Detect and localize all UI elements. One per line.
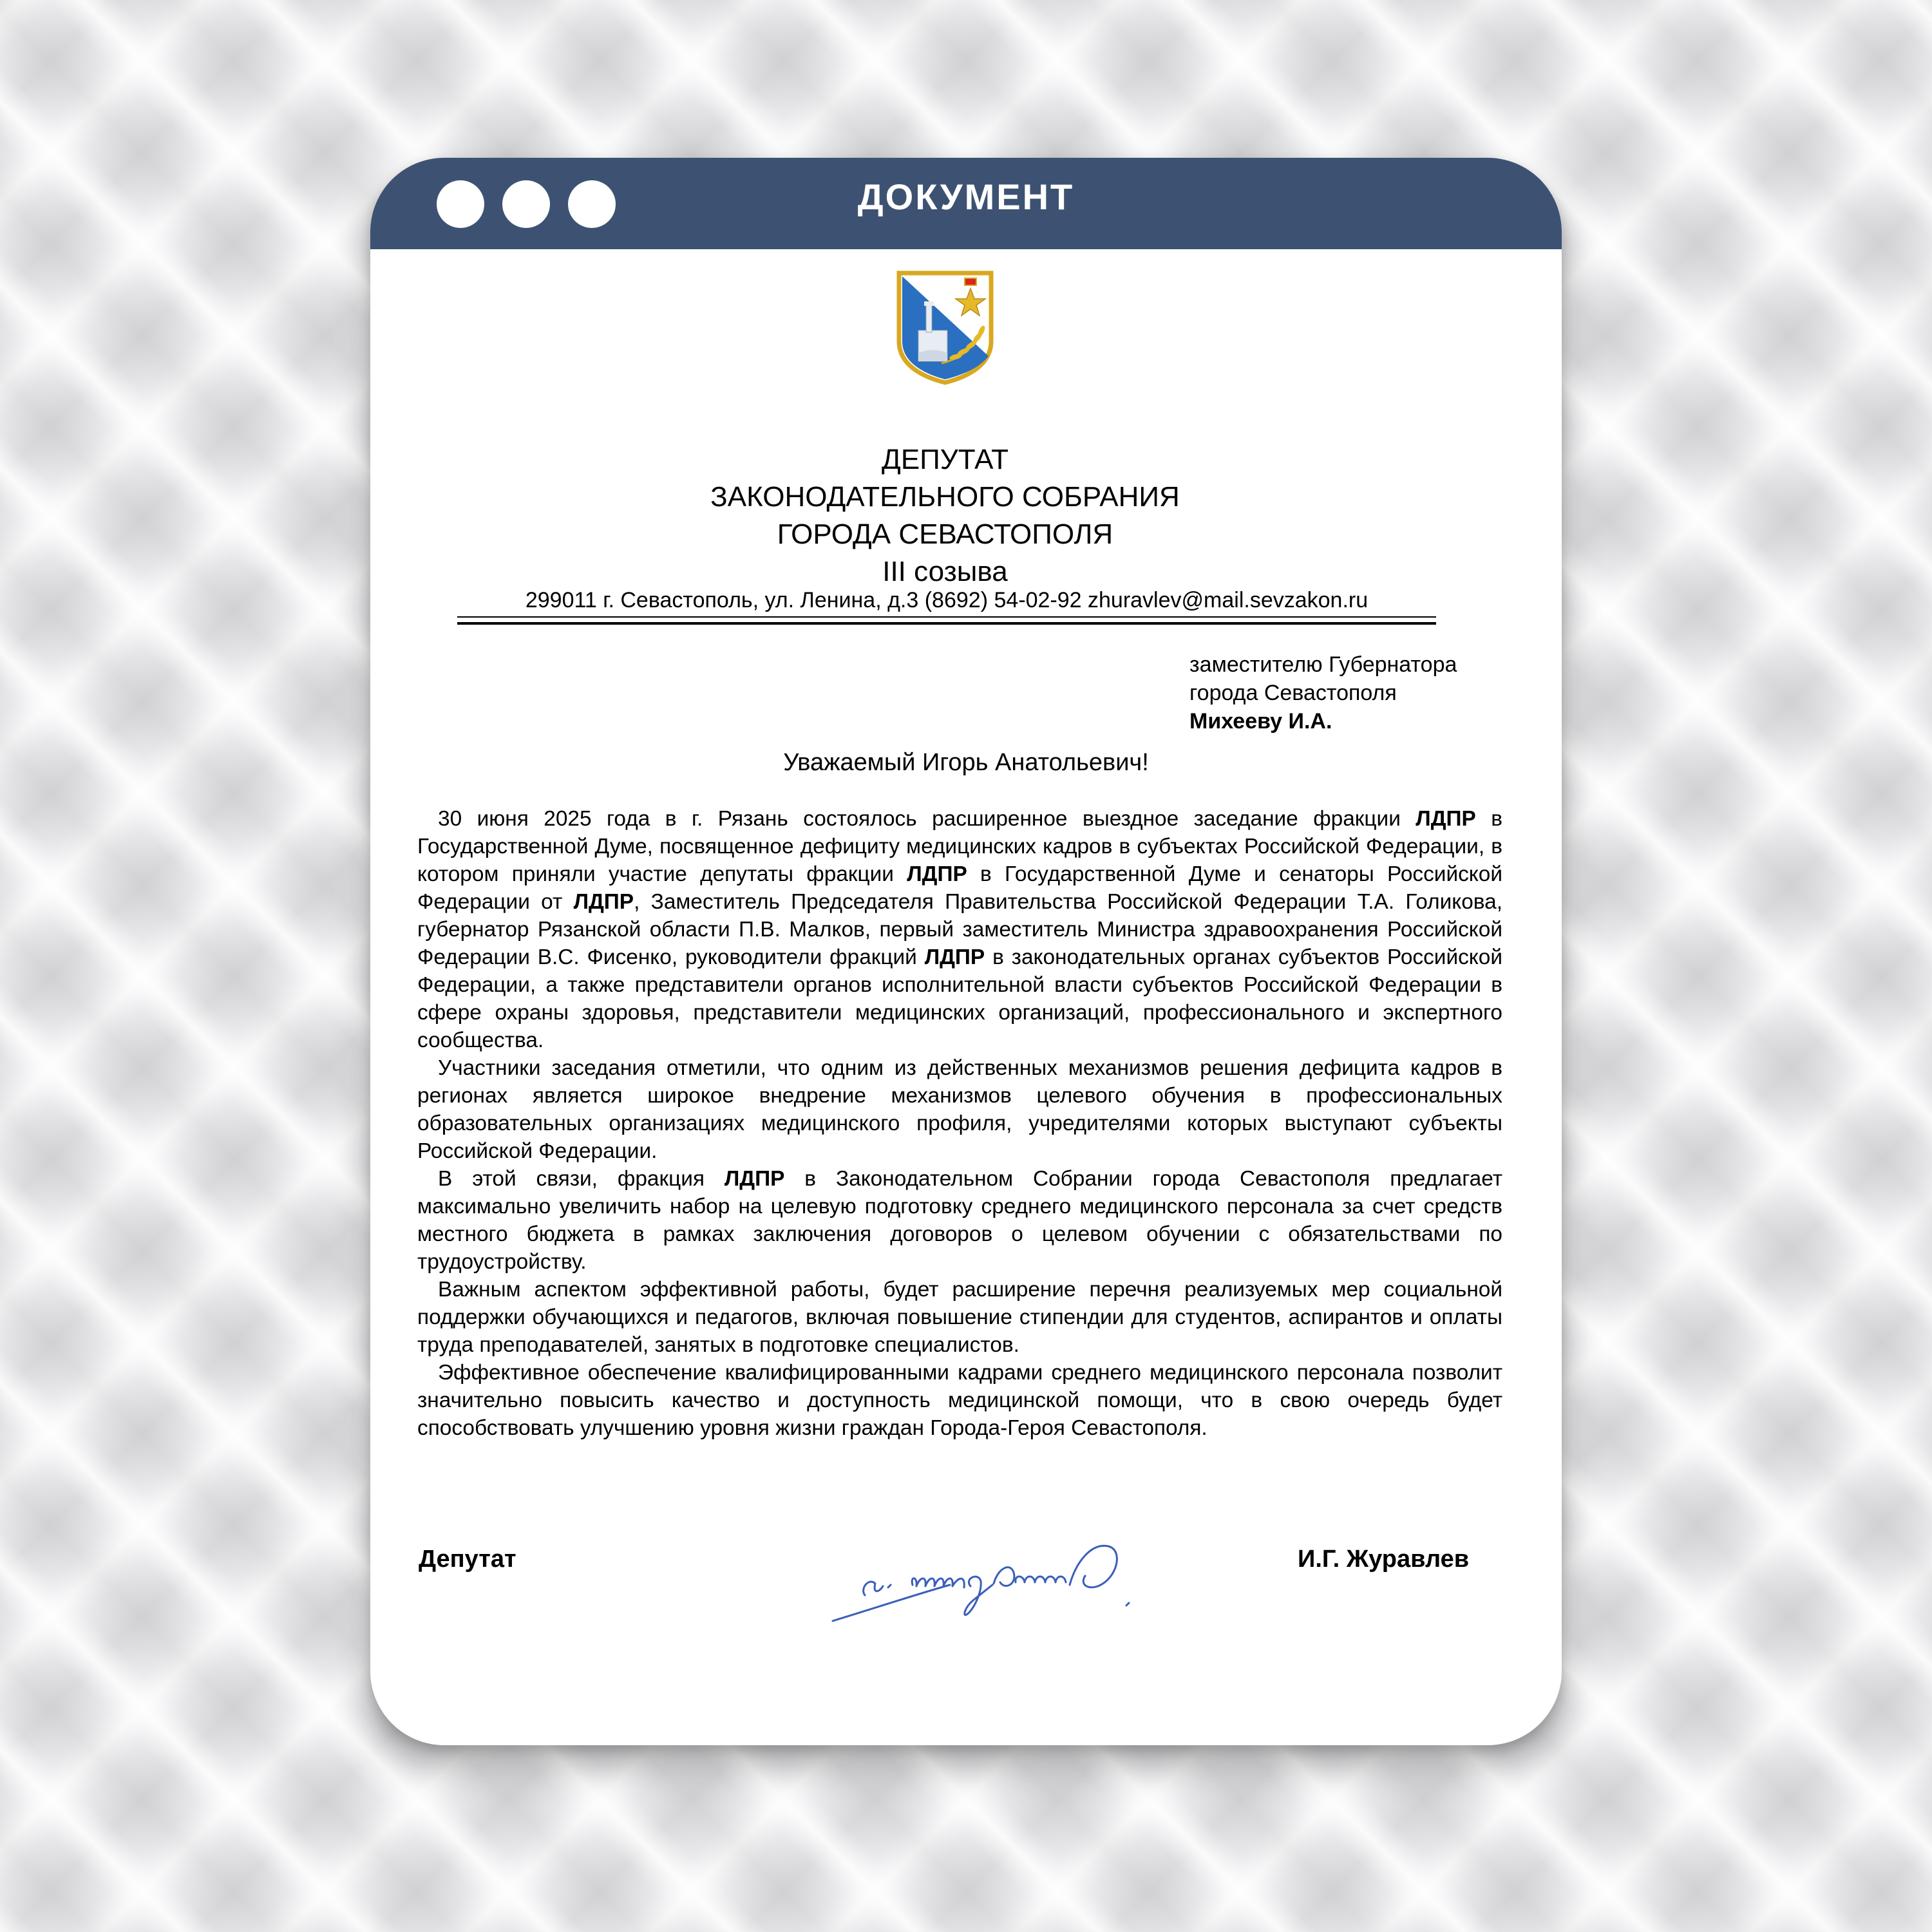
party-name: ЛДПР [573, 890, 634, 914]
document-window [370, 158, 1562, 1745]
party-name: ЛДПР [724, 1167, 785, 1191]
paragraph-3: В этой связи, фракция ЛДПР в Законодательном Собрании города Севастополя предлагает максимально увеличить набор на целевую подготовку среднего медицинского персонала за счет средств местного бюджета в рамках заключения договоров о целевом обучении с обязательствами по трудоустройству. [417, 1167, 1503, 1274]
addressee-block [1189, 650, 1457, 735]
sevastopol-coat-of-arms-icon [895, 269, 995, 385]
letterhead-line: ГОРОДА СЕВАСТОПОЛЯ [777, 518, 1113, 550]
letterhead-convocation: III созыва [882, 556, 1008, 587]
divider-thin [457, 616, 1436, 618]
addressee-line: города Севастополя [1189, 681, 1397, 705]
signatory-name: И.Г. Журавлев [1298, 1546, 1470, 1573]
paragraph-2: Участники заседания отметили, что одним из действенных механизмов решения дефицита кадров в регионах является широкое внедрение механизмов целевого обучения в профессиональных образовательных организациях медицинского профиля, учредителями которых выступают субъекты Российской Федерации. [417, 1056, 1502, 1163]
paragraph-5: Эффективное обеспечение квалифицированными кадрами среднего медицинского персонала позволит значительно повысить качество и доступность медицинской помощи, что в свою очередь будет способствовать улучшению уровня жизни граждан Города-Героя Севастополя. [417, 1361, 1502, 1440]
title-bar [370, 158, 1562, 249]
signature-position: Депутат [419, 1546, 516, 1573]
letterhead-heading [499, 441, 1391, 591]
letterhead-line: ЗАКОНОДАТЕЛЬНОГО СОБРАНИЯ [710, 481, 1180, 513]
window-title: ДОКУМЕНТ [857, 176, 1075, 217]
handwritten-signature-icon [821, 1523, 1233, 1633]
divider-thick [457, 622, 1436, 625]
letterhead-line: ДЕПУТАТ [882, 444, 1009, 475]
greeting: Уважаемый Игорь Анатольевич! [783, 749, 1149, 776]
party-name: ЛДПР [907, 862, 967, 886]
letterhead-address: 299011 г. Севастополь, ул. Ленина, д.3 (8692) 54-02-92 zhuravlev@mail.sevzakon.ru [525, 588, 1368, 612]
letter-body [417, 805, 1502, 1442]
paragraph-1: 30 июня 2025 года в г. Рязань состоялось расширенное выездное заседание фракции ЛДПР в Государственной Думе, посвященное дефициту медицинских кадров в субъектах Российской Федерации, в котором приняли участие депутаты фракции ЛДПР в Государственной Думе и сенаторы Российской Федерации от ЛДПР, Заместитель Председателя Правительства Российской Федерации Т.А. Голикова, губернатор Рязанской области П.В. Малков, первый заместитель Министра здравоохранения Российской Федерации В.С. Фисенко, руководители фракций ЛДПР в законодательных органах субъектов Российской Федерации, а также представители органов исполнительной власти субъектов Российской Федерации в сфере охраны здоровья, представители медицинских организаций, профессионального и экспертного сообщества. [417, 807, 1502, 1052]
addressee-line: заместителю Губернатора [1189, 652, 1457, 677]
paragraph-4: Важным аспектом эффективной работы, будет расширение перечня реализуемых мер социальной поддержки обучающихся и педагогов, включая повышение стипендии для студентов, аспирантов и оплаты труда преподавателей, занятых в подготовке специалистов. [417, 1278, 1502, 1357]
addressee-name: Михееву И.А. [1189, 709, 1332, 734]
party-name: ЛДПР [924, 945, 985, 969]
party-name: ЛДПР [1416, 807, 1476, 831]
